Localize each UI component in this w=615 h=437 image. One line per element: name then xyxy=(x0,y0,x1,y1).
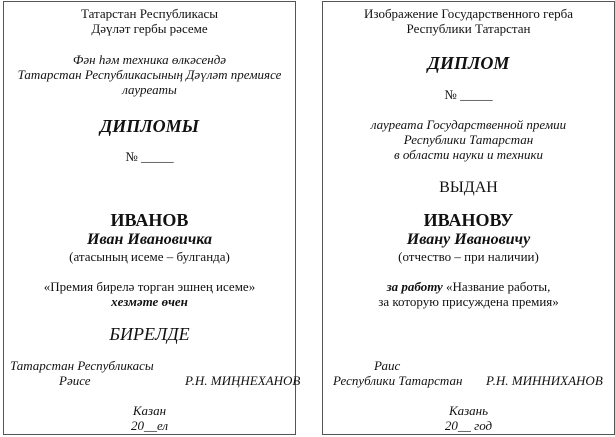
header-line-2: Республики Татарстан xyxy=(406,21,531,36)
work-prefix: за работу xyxy=(386,279,443,294)
patronymic-note: (атасының исеме – булганда) xyxy=(69,249,230,264)
diploma-number: № _____ xyxy=(444,87,493,102)
work-title-part-1: «Название работы, xyxy=(446,279,551,294)
recipient-surname: ИВАНОВУ xyxy=(423,210,514,230)
signatory-name: Р.Н. МИННИХАНОВ xyxy=(486,373,603,388)
subtitle-line-1: Фән һәм техника өлкәсендә xyxy=(72,52,227,67)
signatory-title-line-1: Татарстан Республикасы xyxy=(10,358,154,373)
subtitle-line-3: лауреаты xyxy=(122,82,177,97)
diploma-number: № _____ xyxy=(125,149,174,164)
awarded-word: БИРЕЛДЕ xyxy=(109,324,190,344)
signatory-title-line-2: Республики Татарстан xyxy=(333,373,463,388)
signatory-name: Р.Н. МИҢНЕХАНОВ xyxy=(185,373,301,388)
recipient-name: Иван Ивановичка xyxy=(87,231,212,248)
subtitle-line-2: Республики Татарстан xyxy=(403,132,534,147)
subtitle-line-3: в области науки и техники xyxy=(393,147,544,162)
diploma-page-russian xyxy=(322,1,615,435)
header-line-1: Татарстан Республикасы xyxy=(80,6,219,21)
header-line-2: Дәүләт гербы рәсеме xyxy=(91,21,208,36)
patronymic-note: (отчество – при наличии) xyxy=(398,249,539,264)
subtitle-line-1: лауреата Государственной премии xyxy=(370,117,567,132)
signatory-title-line-1: Раис xyxy=(374,358,401,373)
city: Казань xyxy=(448,403,489,418)
header-line-1: Изображение Государственного герба xyxy=(364,6,573,21)
document-title: ДИПЛОМЫ xyxy=(99,116,200,136)
work-title: «Премия бирелә торган эшнең исеме» xyxy=(43,279,256,294)
work-title-part-2: за которую присуждена премия» xyxy=(378,294,559,309)
document-title: ДИПЛОМ xyxy=(427,53,510,73)
city: Казан xyxy=(132,403,167,418)
signatory-title-line-2: Рәисе xyxy=(59,373,91,388)
subtitle-line-2: Татарстан Республикасының Дәүләт премиясе xyxy=(17,67,282,82)
recipient-surname: ИВАНОВ xyxy=(110,210,189,230)
diploma-page-tatar xyxy=(3,1,301,435)
recipient-name: Ивану Ивановичу xyxy=(406,231,531,248)
work-line-1 xyxy=(323,280,614,295)
work-suffix: хезмәте өчен xyxy=(111,294,188,309)
year: 20__ год xyxy=(444,418,493,433)
year: 20__ел xyxy=(130,418,169,433)
issued-word: ВЫДАН xyxy=(439,179,498,196)
